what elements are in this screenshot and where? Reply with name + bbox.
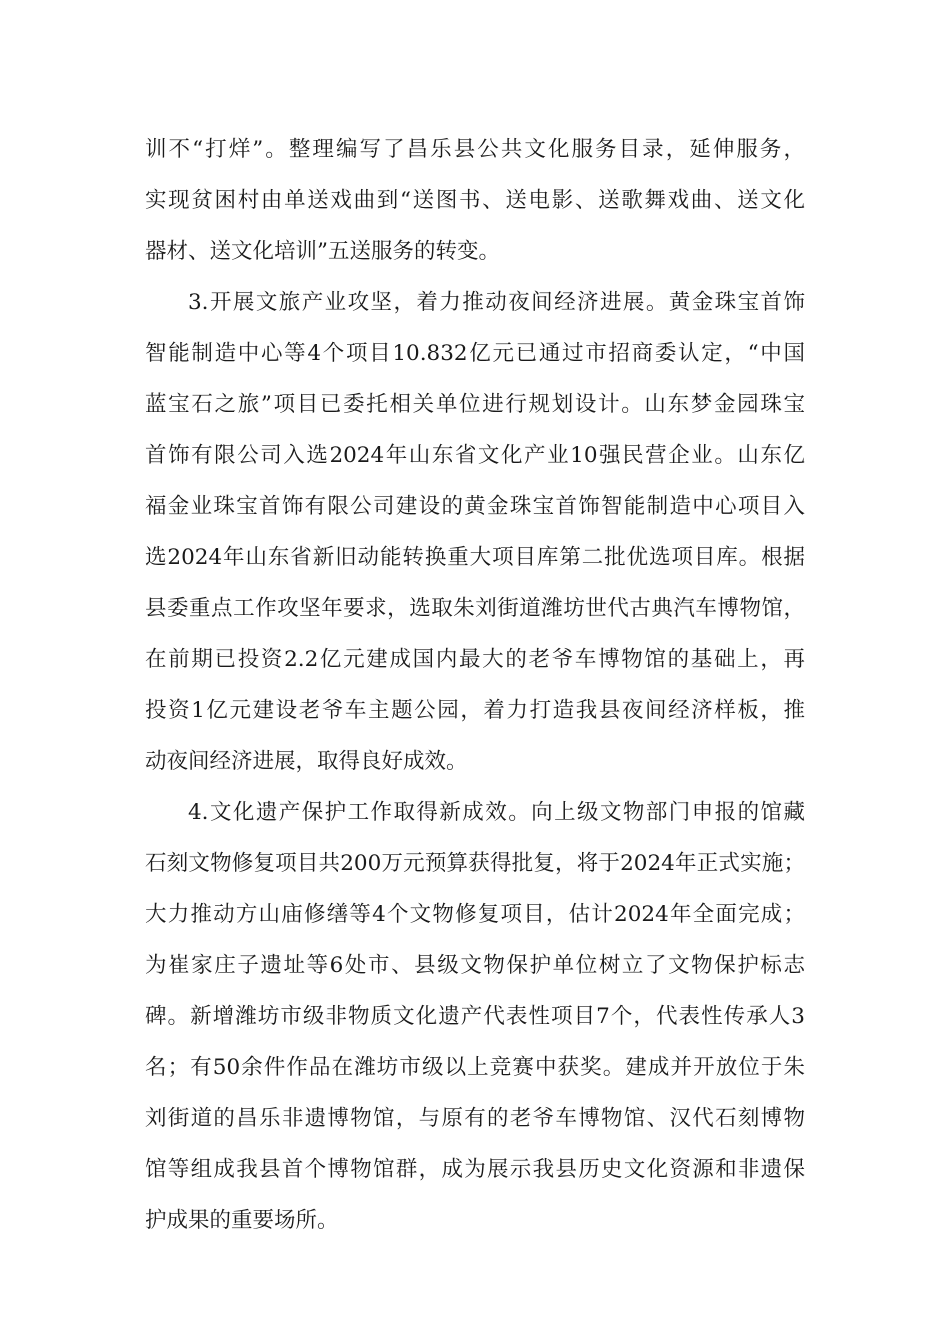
text-line: 名；有50余件作品在潍坊市级以上竞赛中获奖。建成并开放位于朱 [145, 1055, 805, 1080]
text-line: 石刻文物修复项目共200万元预算获得批复，将于2024年正式实施； [145, 851, 805, 876]
text-line: 投资1亿元建设老爷车主题公园，着力打造我县夜间经济样板，推 [145, 698, 805, 723]
text-line: 护成果的重要场所。 [145, 1208, 339, 1233]
text-line: 在前期已投资2.2亿元建成国内最大的老爷车博物馆的基础上，再 [145, 647, 805, 672]
text-line: 馆等组成我县首个博物馆群，成为展示我县历史文化资源和非遗保 [145, 1157, 805, 1182]
text-line: 4.文化遗产保护工作取得新成效。向上级文物部门申报的馆藏 [188, 800, 805, 825]
text-line: 刘街道的昌乐非遗博物馆，与原有的老爷车博物馆、汉代石刻博物 [145, 1106, 805, 1131]
paragraph-heritage-protection [145, 787, 805, 1246]
paragraph-service-directory [145, 124, 805, 277]
document-body [145, 124, 805, 1246]
text-line: 为崔家庄子遗址等6处市、县级文物保护单位树立了文物保护标志 [145, 953, 805, 978]
text-line: 大力推动方山庙修缮等4个文物修复项目，估计2024年全面完成； [145, 902, 805, 927]
text-line: 选2024年山东省新旧动能转换重大项目库第二批优选项目库。根据 [145, 545, 805, 570]
text-line: 县委重点工作攻坚年要求，选取朱刘街道潍坊世代古典汽车博物馆， [145, 596, 805, 621]
text-line: 器材、送文化培训”五送服务的转变。 [145, 239, 500, 264]
text-line: 动夜间经济进展，取得良好成效。 [145, 749, 468, 774]
paragraph-cultural-tourism-industry [145, 277, 805, 787]
text-line: 智能制造中心等4个项目10.832亿元已通过市招商委认定，“中国 [145, 341, 805, 366]
text-line: 3.开展文旅产业攻坚，着力推动夜间经济进展。黄金珠宝首饰 [188, 290, 805, 315]
text-line: 实现贫困村由单送戏曲到“送图书、送电影、送歌舞戏曲、送文化 [145, 188, 805, 213]
text-line: 首饰有限公司入选2024年山东省文化产业10强民营企业。山东亿 [145, 443, 805, 468]
text-line: 蓝宝石之旅”项目已委托相关单位进行规划设计。山东梦金园珠宝 [145, 392, 805, 417]
text-line: 碑。新增潍坊市级非物质文化遗产代表性项目7个，代表性传承人3 [145, 1004, 805, 1029]
text-line: 福金业珠宝首饰有限公司建设的黄金珠宝首饰智能制造中心项目入 [145, 494, 805, 519]
text-line: 训不“打烊”。整理编写了昌乐县公共文化服务目录，延伸服务， [145, 137, 805, 162]
